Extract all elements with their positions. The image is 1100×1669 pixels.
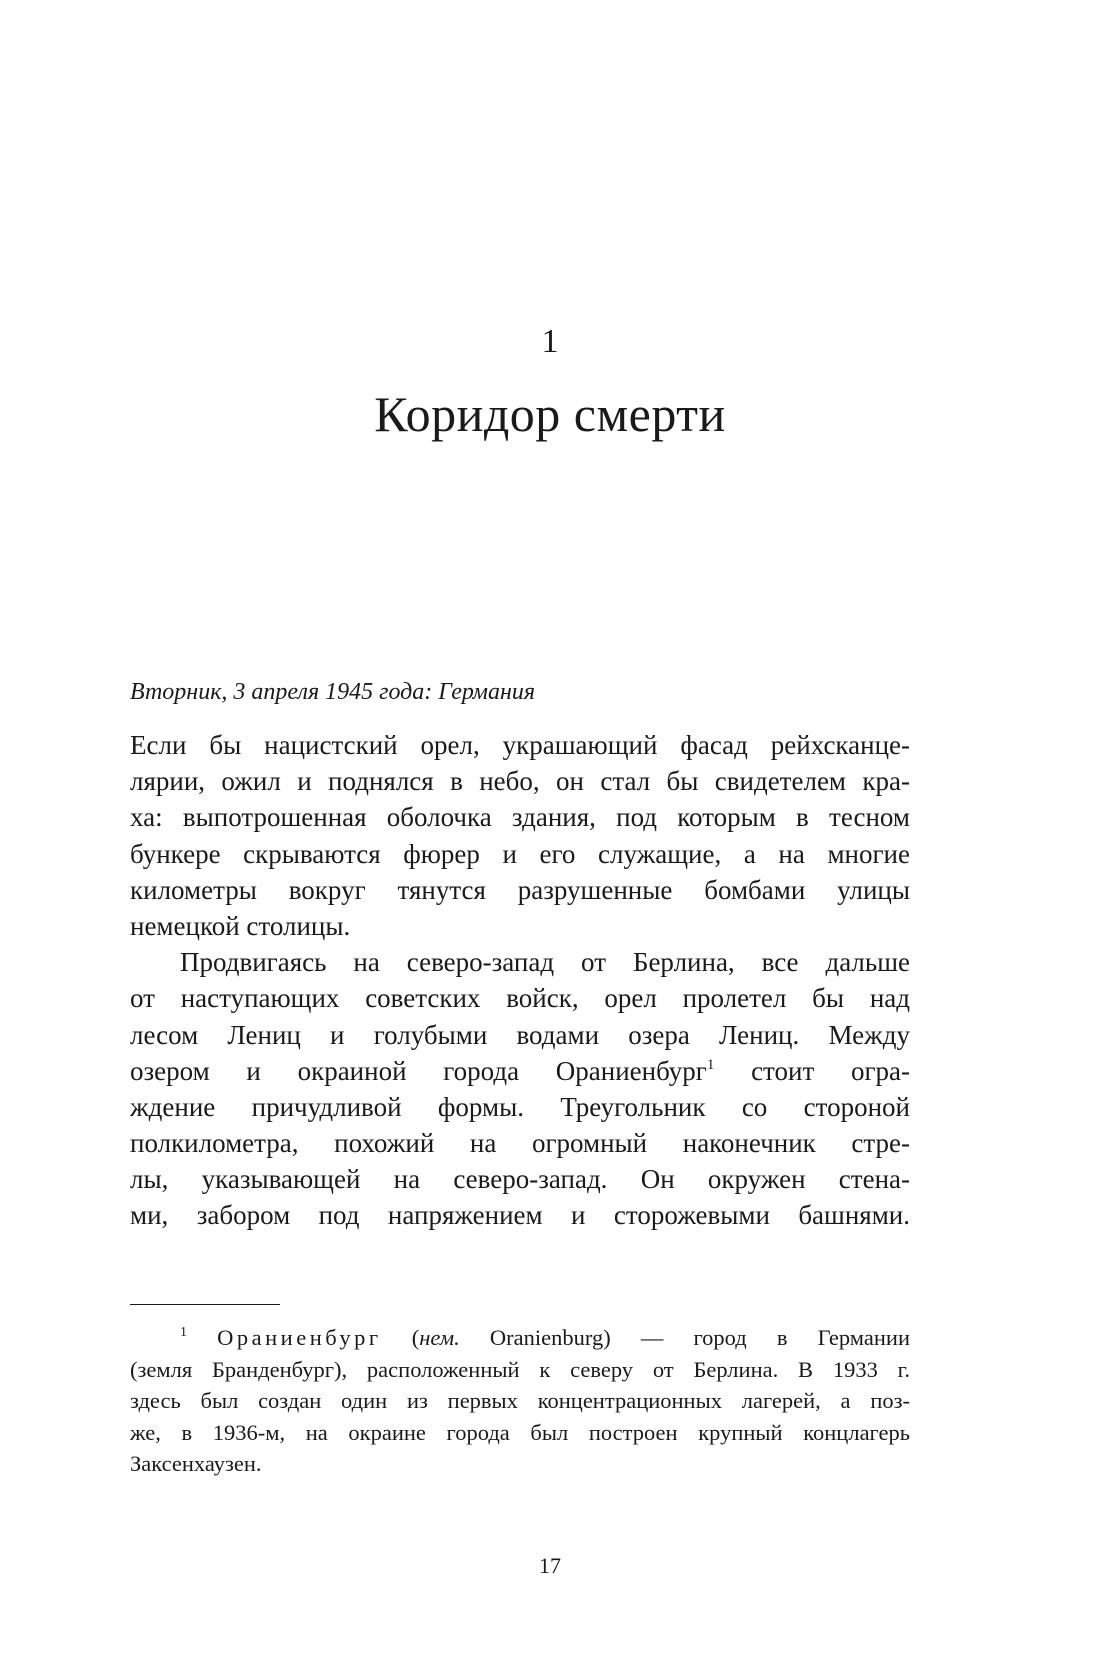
text-span: стоит огра- (714, 1055, 911, 1086)
footnote-line: Заксенхаузен. (130, 1451, 262, 1476)
chapter-title: Коридор смерти (374, 386, 726, 442)
text-line (130, 1053, 910, 1089)
paragraph (130, 944, 910, 1234)
text-span: озером и окраиной города Ораниенбург (130, 1055, 707, 1086)
footnote-term: Ораниенбург (217, 1325, 382, 1350)
text-line: лесом Лениц и голубыми водами озера Лениц. Между (130, 1019, 910, 1050)
footnote-line: здесь был создан один из первых концентрационных лагерей, а поз- (130, 1388, 910, 1413)
text-line: от наступающих советских войск, орел пролетел бы над (130, 983, 910, 1014)
text-line: полкилометра, похожий на огромный наконечник стре- (130, 1128, 910, 1159)
dateline: Вторник, 3 апреля 1945 года: Германия (130, 679, 536, 705)
footnote-number: 1 (180, 1325, 187, 1340)
footnote-rule (130, 1304, 280, 1305)
footnote-line: же, в 1936-м, на окраине города был построен крупный концлагерь (130, 1419, 910, 1445)
text-span: Oranienburg) — город в Германии (459, 1325, 910, 1350)
text-line: ми, забором под напряжением и сторожевыми башнями. (130, 1200, 910, 1231)
page-number: 17 (539, 1553, 561, 1578)
text-line: Если бы нацистский орел, украшающий фасад рейхсканце- (130, 730, 910, 760)
footnote-line: (земля Бранденбург), расположенный к северу от Берлина. В 1933 г. (130, 1356, 910, 1382)
footnote-reference[interactable]: 1 (706, 1056, 715, 1073)
text-line: лы, указывающей на северо-запад. Он окружен стена- (130, 1164, 910, 1195)
text-line: Продвигаясь на северо-запад от Берлина, все дальше (180, 947, 910, 978)
footnote-line (130, 1322, 910, 1354)
paragraph (130, 727, 910, 944)
text-line: ха: выпотрошенная оболочка здания, под которым в тесном (130, 802, 910, 833)
text-line: бункере скрываются фюрер и его служащие, а на многие (130, 838, 910, 869)
text-span: ( (381, 1325, 420, 1350)
text-line: немецкой столицы. (130, 910, 351, 941)
text-line: километры вокруг тянутся разрушенные бомбами улицы (130, 874, 910, 905)
chapter-number: 1 (541, 323, 559, 360)
language-abbreviation: нем. (419, 1325, 460, 1350)
footnote (130, 1322, 910, 1480)
body-text (130, 727, 910, 1234)
text-line: ждение причудливой формы. Треугольник со стороной (130, 1091, 910, 1122)
text-line: лярии, ожил и поднялся в небо, он стал бы свидетелем кра- (130, 766, 910, 797)
